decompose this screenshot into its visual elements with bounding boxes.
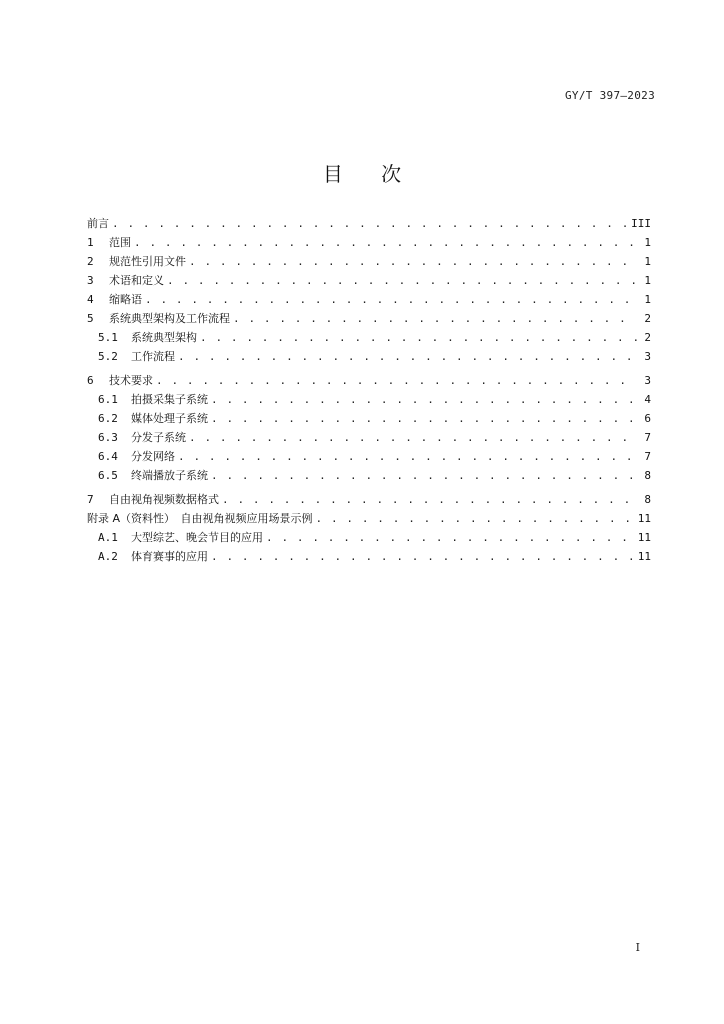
toc-entry[interactable] bbox=[87, 409, 651, 428]
toc-entry-number: 5 bbox=[87, 312, 94, 325]
toc-entry-title: 规范性引用文件 bbox=[109, 255, 186, 268]
toc-entry-number: 5.1 bbox=[98, 331, 118, 344]
toc-entry-page: 11 bbox=[637, 512, 651, 525]
toc-dot-leader bbox=[178, 347, 637, 366]
toc-entry-number: A.1 bbox=[98, 531, 118, 544]
toc-dot-leader bbox=[112, 214, 627, 233]
toc-entry-page: 2 bbox=[644, 331, 651, 344]
toc-entry-page: 6 bbox=[644, 412, 651, 425]
toc-entry-title: 终端播放子系统 bbox=[131, 469, 208, 482]
toc-entry-title: 工作流程 bbox=[131, 350, 175, 363]
toc-entry-title: 技术要求 bbox=[109, 374, 153, 387]
toc-entry-number: 6 bbox=[87, 374, 94, 387]
toc-entry-number: 6.3 bbox=[98, 431, 118, 444]
toc-entry-number: 6.4 bbox=[98, 450, 118, 463]
toc-entry-page: 4 bbox=[644, 393, 651, 406]
toc-entry-page: 7 bbox=[644, 431, 651, 444]
toc-entry[interactable] bbox=[87, 328, 651, 347]
toc-entry-title: 系统典型架构及工作流程 bbox=[109, 312, 230, 325]
toc-entry[interactable] bbox=[87, 390, 651, 409]
toc-entry-title: 附录 A（资料性） 自由视角视频应用场景示例 bbox=[87, 512, 313, 525]
toc-entry[interactable] bbox=[87, 371, 651, 390]
toc-entry-page: 1 bbox=[644, 236, 651, 249]
toc-dot-leader bbox=[134, 233, 637, 252]
toc-dot-leader bbox=[200, 328, 637, 347]
toc-entry-number: 6.1 bbox=[98, 393, 118, 406]
toc-entry-title: 大型综艺、晚会节目的应用 bbox=[131, 531, 263, 544]
toc-entry[interactable] bbox=[87, 214, 651, 233]
toc-dot-leader bbox=[156, 371, 637, 390]
toc-entry-number: 3 bbox=[87, 274, 94, 287]
toc-dot-leader bbox=[233, 309, 637, 328]
toc-entry-title: 体育赛事的应用 bbox=[131, 550, 208, 563]
toc-entry-number: 5.2 bbox=[98, 350, 118, 363]
toc-entry-title: 缩略语 bbox=[109, 293, 142, 306]
toc-entry-title: 术语和定义 bbox=[109, 274, 164, 287]
toc-entry[interactable] bbox=[87, 490, 651, 509]
toc-entry-page: 1 bbox=[644, 274, 651, 287]
toc-entry[interactable] bbox=[87, 528, 651, 547]
document-id: GY/T 397—2023 bbox=[565, 89, 655, 102]
toc-entry[interactable] bbox=[87, 309, 651, 328]
toc-entry[interactable] bbox=[87, 466, 651, 485]
toc-dot-leader bbox=[167, 271, 637, 290]
toc-entry-title: 分发子系统 bbox=[131, 431, 186, 444]
toc-entry[interactable] bbox=[87, 252, 651, 271]
toc-entry-page: 2 bbox=[644, 312, 651, 325]
toc-dot-leader bbox=[222, 490, 637, 509]
toc-entry-number: 1 bbox=[87, 236, 94, 249]
toc-entry-number: 6.5 bbox=[98, 469, 118, 482]
toc-entry-page: 8 bbox=[644, 493, 651, 506]
toc-dot-leader bbox=[189, 252, 637, 271]
toc-dot-leader bbox=[211, 390, 637, 409]
toc-entry-number: 4 bbox=[87, 293, 94, 306]
toc-entry[interactable] bbox=[87, 547, 651, 566]
toc-entry-page: 1 bbox=[644, 255, 651, 268]
toc-entry-page: 11 bbox=[637, 531, 651, 544]
toc-dot-leader bbox=[316, 509, 634, 528]
toc-dot-leader bbox=[211, 409, 637, 428]
toc-dot-leader bbox=[266, 528, 634, 547]
toc-entry[interactable] bbox=[87, 271, 651, 290]
toc-entry-title: 分发网络 bbox=[131, 450, 175, 463]
toc-entry-page: 7 bbox=[644, 450, 651, 463]
toc-dot-leader bbox=[178, 447, 637, 466]
toc-entry-title: 媒体处理子系统 bbox=[131, 412, 208, 425]
page-title: 目 次 bbox=[322, 162, 418, 186]
toc-entry-page: 11 bbox=[637, 550, 651, 563]
toc-entry-title: 拍摄采集子系统 bbox=[131, 393, 208, 406]
toc-entry-page: 3 bbox=[644, 350, 651, 363]
toc-dot-leader bbox=[145, 290, 637, 309]
toc-entry[interactable] bbox=[87, 347, 651, 366]
toc-entry-title: 范围 bbox=[109, 236, 131, 249]
table-of-contents bbox=[87, 214, 651, 566]
toc-entry-page: 1 bbox=[644, 293, 651, 306]
toc-entry-number: 2 bbox=[87, 255, 94, 268]
toc-entry[interactable] bbox=[87, 290, 651, 309]
toc-entry-title: 系统典型架构 bbox=[131, 331, 197, 344]
toc-entry[interactable] bbox=[87, 509, 651, 528]
toc-dot-leader bbox=[189, 428, 637, 447]
toc-entry-number: A.2 bbox=[98, 550, 118, 563]
toc-entry[interactable] bbox=[87, 447, 651, 466]
toc-entry[interactable] bbox=[87, 428, 651, 447]
toc-entry-number: 6.2 bbox=[98, 412, 118, 425]
toc-dot-leader bbox=[211, 466, 637, 485]
toc-entry-page: 8 bbox=[644, 469, 651, 482]
toc-entry-title: 前言 bbox=[87, 217, 109, 230]
toc-entry-page: III bbox=[631, 217, 651, 230]
toc-entry[interactable] bbox=[87, 233, 651, 252]
toc-entry-title: 自由视角视频数据格式 bbox=[109, 493, 219, 506]
toc-entry-number: 7 bbox=[87, 493, 94, 506]
toc-entry-page: 3 bbox=[644, 374, 651, 387]
page-number: I bbox=[635, 941, 640, 954]
toc-dot-leader bbox=[211, 547, 634, 566]
